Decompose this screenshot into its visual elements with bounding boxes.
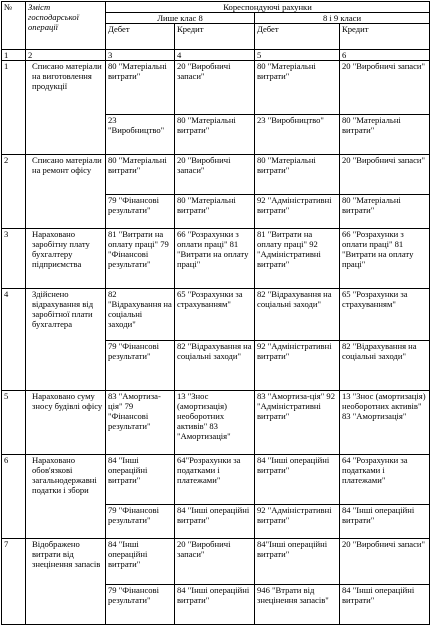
col-number-1: 1	[2, 50, 26, 61]
credit-class8-cell: 65 "Розрахунки за страхуванням"	[175, 289, 255, 341]
debit-class89-cell: 946 "Втрати від знецінення запасів"	[255, 585, 340, 625]
row-number: 1	[2, 61, 26, 155]
table-row	[2, 289, 430, 341]
operation-description: Здійснено відрахування від заробітної плати бухгалтера	[26, 289, 106, 391]
debit-class8-cell: 79 "Фінансові результати"	[106, 505, 175, 539]
credit-class89-cell: 84 "Інші операційні витрати"	[340, 505, 430, 539]
credit-class8-cell: 20 "Виробничі запаси"	[175, 155, 255, 195]
row-number: 3	[2, 229, 26, 289]
table-row	[2, 539, 430, 585]
row-number: 4	[2, 289, 26, 391]
debit-class89-cell: 82 "Відрахування на соціальні заходи"	[255, 289, 340, 341]
credit-class89-cell: 20 "Виробничі запаси"	[340, 155, 430, 195]
header-operation: Зміст господарської операції	[26, 2, 106, 50]
debit-class8-cell: 80 "Матеріальні витрати"	[106, 61, 175, 115]
header-credit-2: Кредит	[340, 24, 430, 50]
debit-class89-cell: 80 "Матеріальні витрати"	[255, 61, 340, 115]
table-row	[2, 455, 430, 505]
header-class8: Лише клас 8	[106, 13, 255, 24]
header-number: №	[2, 2, 26, 50]
debit-class8-cell: 23 "Виробництво"	[106, 115, 175, 155]
credit-class89-cell: 13 "Знос (амортизація) необоротних активів" 83 "Амортизація"	[340, 391, 430, 455]
debit-class8-cell: 84 "Інші операційні витрати"	[106, 539, 175, 585]
column-number-row	[2, 50, 430, 61]
credit-class8-cell: 80 "Матеріальні витрати"	[175, 195, 255, 229]
operation-description: Нараховано заробітну плату бухгалтеру підприємства	[26, 229, 106, 289]
debit-class89-cell: 83 "Амортиза-ція" 92 "Адміністративні витрати"	[255, 391, 340, 455]
debit-class89-cell: 81 "Витрати на оплату праці" 92 "Адміністративні витрати"	[255, 229, 340, 289]
row-number: 5	[2, 391, 26, 455]
accounting-table	[1, 1, 430, 625]
debit-class8-cell: 83 "Амортиза-ція" 79 "Фінансові результати"	[106, 391, 175, 455]
credit-class8-cell: 82 "Відрахування на соціальні заходи"	[175, 341, 255, 391]
credit-class89-cell: 66 "Розрахунки з оплати праці" 81 "Витрати на оплату праці"	[340, 229, 430, 289]
col-number-3: 3	[106, 50, 175, 61]
header-debit-2: Дебет	[255, 24, 340, 50]
operation-description: Нараховано обов'язкові загальнодержавні податки і збори	[26, 455, 106, 539]
debit-class8-cell: 79 "Фінансові результати"	[106, 585, 175, 625]
operation-description: Нараховано суму зносу будівлі офісу	[26, 391, 106, 455]
credit-class89-cell: 84 "Інші операційні витрати"	[340, 585, 430, 625]
table-row	[2, 391, 430, 455]
row-number: 7	[2, 539, 26, 625]
debit-class8-cell: 84 "Інші операційні витрати"	[106, 455, 175, 505]
header-class89: 8 і 9 класи	[255, 13, 430, 24]
debit-class8-cell: 80 "Матеріальні витрати"	[106, 155, 175, 195]
credit-class8-cell: 20 "Виробничі запаси"	[175, 539, 255, 585]
table-row	[2, 155, 430, 195]
operation-description: Списано матеріали на виготовлення продукції	[26, 61, 106, 155]
table-body	[2, 2, 430, 625]
credit-class89-cell: 80 "Матеріальні витрати"	[340, 115, 430, 155]
debit-class8-cell: 82 "Відрахування на соціальні заходи"	[106, 289, 175, 341]
header-credit-1: Кредит	[175, 24, 255, 50]
col-number-6: 6	[340, 50, 430, 61]
header-row-1	[2, 2, 430, 13]
header-corresponding-accounts: Кореспондуючі рахунки	[106, 2, 430, 13]
table-row	[2, 229, 430, 289]
credit-class8-cell: 13 "Знос (амортизація) необоротних активів" 83 "Амортизація"	[175, 391, 255, 455]
debit-class89-cell: 92 "Адміністративні витрати"	[255, 341, 340, 391]
row-number: 6	[2, 455, 26, 539]
debit-class8-cell: 79 "Фінансові результати"	[106, 341, 175, 391]
debit-class89-cell: 84 "Інші операційні витрати"	[255, 455, 340, 505]
col-number-2: 2	[26, 50, 106, 61]
credit-class89-cell: 20 "Виробничі запаси"	[340, 61, 430, 115]
col-number-4: 4	[175, 50, 255, 61]
header-debit-1: Дебет	[106, 24, 175, 50]
debit-class89-cell: 80 "Матеріальні витрати"	[255, 155, 340, 195]
credit-class8-cell: 84 "Інші операційні витрати"	[175, 505, 255, 539]
credit-class89-cell: 20 "Виробничі запаси"	[340, 539, 430, 585]
credit-class8-cell: 84 "Інші операційні витрати"	[175, 585, 255, 625]
credit-class89-cell: 80 "Матеріальні витрати"	[340, 195, 430, 229]
debit-class8-cell: 79 "Фінансові результати"	[106, 195, 175, 229]
credit-class8-cell: 80 "Матеріальні витрати"	[175, 115, 255, 155]
debit-class89-cell: 92 "Адміністративні витрати"	[255, 195, 340, 229]
credit-class8-cell: 66 "Розрахунки з оплати праці" 81 "Витрати на оплату праці"	[175, 229, 255, 289]
credit-class89-cell: 82 "Відрахування на соціальні заходи"	[340, 341, 430, 391]
debit-class89-cell: 23 "Виробництво"	[255, 115, 340, 155]
row-number: 2	[2, 155, 26, 229]
operation-description: Відображено витрати від знецінення запасів	[26, 539, 106, 625]
credit-class8-cell: 20 "Виробничі запаси"	[175, 61, 255, 115]
debit-class89-cell: 92 "Адміністративні витрати"	[255, 505, 340, 539]
debit-class89-cell: 84"Інші операційні витрати"	[255, 539, 340, 585]
table-row	[2, 61, 430, 115]
credit-class8-cell: 64"Розрахунки за податками і платежами"	[175, 455, 255, 505]
operation-description: Списано матеріали на ремонт офісу	[26, 155, 106, 229]
debit-class8-cell: 81 "Витрати на оплату праці" 79 "Фінансові результати"	[106, 229, 175, 289]
credit-class89-cell: 65 "Розрахунки за страхуванням"	[340, 289, 430, 341]
col-number-5: 5	[255, 50, 340, 61]
credit-class89-cell: 64 "Розрахунки за податками і платежами"	[340, 455, 430, 505]
